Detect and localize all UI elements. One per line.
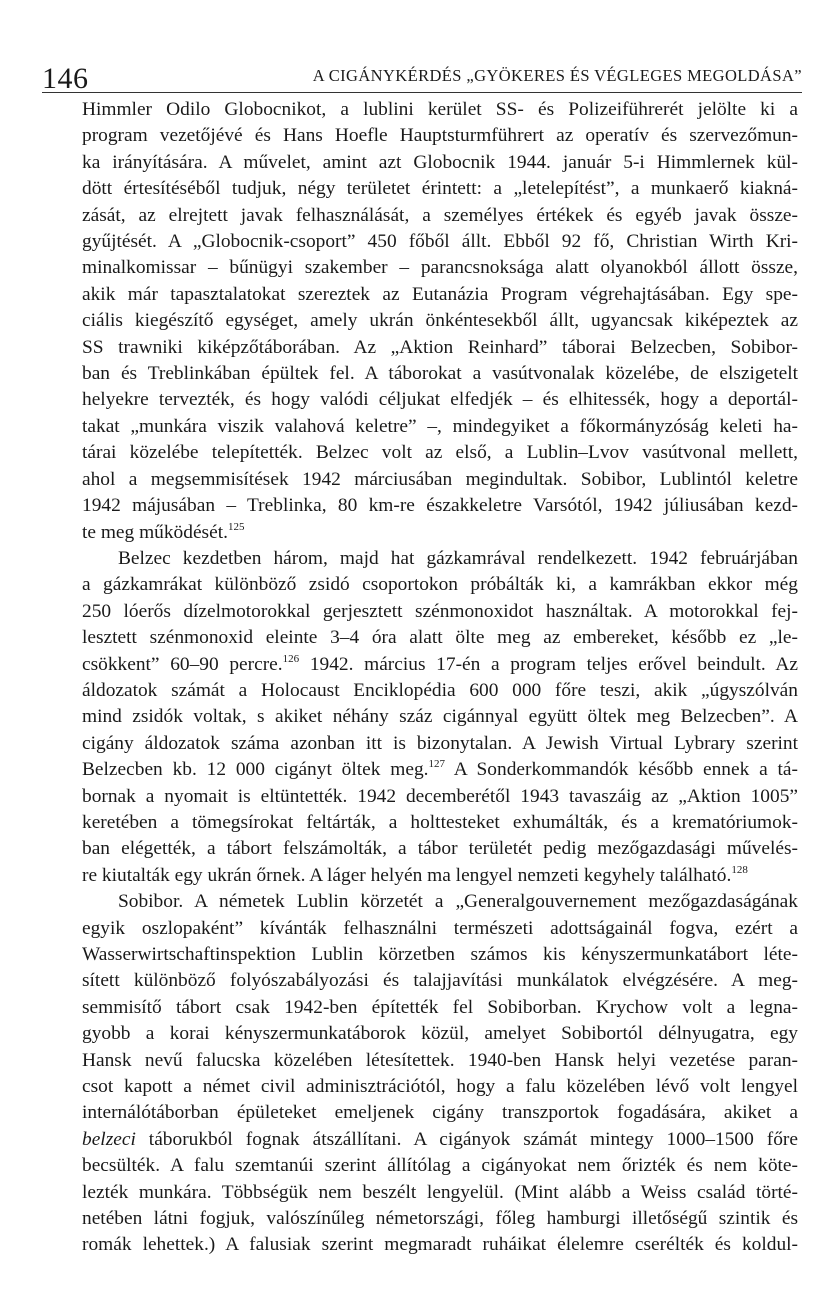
paragraph-1: [82, 97, 798, 546]
text-line: ka irányítására. A művelet, amint azt Globocnik 1944. január 5-i Himmlernek kül-: [82, 151, 798, 173]
text-line: a gázkamrákat különböző zsidó csoportokon próbálták ki, a kamrákban ekkor még: [82, 574, 798, 596]
text-line: [82, 520, 798, 546]
paragraph-2: [82, 546, 798, 889]
text-line: minalkomissar – bűnügyi szakember – parancsnoksága alatt olyanokból állott össze,: [82, 257, 798, 279]
text-line: keretében a tömegsírokat feltárták, a holttesteket exhumálták, és a krematóriumok-: [82, 811, 798, 833]
text-line: becsülték. A falu szemtanúi szerint állítólag a cigányokat nem őrizték és nem köte-: [82, 1155, 798, 1177]
text-line: Sobibor. A németek Lublin körzetét a „Generalgouvernement mezőgazdaságának: [118, 891, 798, 913]
text-line: 1942 májusában – Treblinka, 80 km-re északkeletre Varsótól, 1942 júliusában kezd-: [82, 495, 798, 517]
text-line: netében látni fogjuk, valószínűleg németországi, főleg hamburgi illetőségű szintik és: [82, 1208, 798, 1230]
footnote-ref: 127: [428, 758, 445, 771]
text-line: dött értesítéséből tudjuk, négy területet érintett: a „letelepítést”, a munkaerő kiakná-: [82, 178, 798, 200]
text-line: zását, az elrejtett javak felhasználását, a személyes értékek és egyéb javak össze-: [82, 204, 798, 226]
paragraph-3: [82, 889, 798, 1259]
running-title: A CIGÁNYKÉRDÉS „GYÖKERES ÉS VÉGLEGES MEGOLDÁSA”: [312, 66, 802, 85]
text-line: semmisítő tábort csak 1942-ben építették fel Sobiborban. Krychow volt a legna-: [82, 996, 798, 1018]
text-line: romák lehettek.) A falusiak szerint megmaradt ruháikat élelemre cserélték és koldul-: [82, 1234, 798, 1256]
text-line: Himmler Odilo Globocnikot, a lublini kerület SS- és Polizeiführerét jelölte ki a: [82, 99, 798, 120]
text-line: áldozatok számát a Holocaust Enciklopédia 600 000 főre teszi, akik „úgyszólván: [82, 679, 798, 701]
text-line: takat „munkára viszik valahová keletre” –, mindegyiket a főkormányzóság keleti ha-: [82, 415, 798, 437]
text-line: cigány áldozatok száma azonban itt is bizonytalan. A Jewish Virtual Lybrary szerint: [82, 732, 798, 754]
text-line: helyekre tervezték, és hogy valódi céljukat elfedjék – és elhitessék, hogy a deportál-: [82, 389, 798, 411]
text-line: gyobb a korai kényszermunkatáborok közül, amelyet Sobibortól délnyugatra, egy: [82, 1023, 798, 1045]
text-line: SS trawniki kiképzőtáborában. Az „Aktion Reinhard” táborai Belzecben, Sobibor-: [82, 336, 798, 358]
text-line: internálótáborban épületeket emeljenek cigány transzportok fogadására, akiket a: [82, 1102, 798, 1124]
text-line: Hansk nevű falucska közelében létesítettek. 1940-ben Hansk helyi vezetése paran-: [82, 1049, 798, 1071]
text-fragment: te meg működését.: [82, 521, 228, 543]
text-fragment: re kiutalták egy ukrán őrnek. A láger helyén ma lengyel nemzeti kegyhely található.: [82, 864, 732, 886]
body-text: [82, 97, 798, 1259]
text-fragment: 1942. március 17-én a program teljes erővel beindult. Az: [299, 653, 798, 675]
page-header: [42, 46, 802, 93]
text-line: ban elégették, a tábort felszámolták, a tábor területét pedig mezőgazdasági művelés-: [82, 838, 798, 860]
text-line: [82, 1127, 798, 1153]
text-line: ban és Treblinkában épültek fel. A táborokat a vasútvonalak közelébe, de elszigetelt: [82, 363, 798, 385]
text-line: akik már tapasztalatokat szereztek az Eutanázia Program végrehajtásában. Egy spe-: [82, 283, 798, 305]
text-fragment: A Sonderkommandók később ennek a tá-: [445, 759, 798, 781]
text-line: gyűjtését. A „Globocnik-csoport” 450 főből állt. Ebből 92 fő, Christian Wirth Kri-: [82, 231, 798, 253]
text-line: [82, 863, 798, 889]
text-line: [82, 757, 798, 783]
text-line: tárai közelébe telepítették. Belzec volt az első, a Lublin–Lvov vasútvonal mellett,: [82, 442, 798, 464]
footnote-ref: 126: [282, 652, 300, 665]
text-fragment: csökkent” 60–90 percre.: [82, 653, 283, 675]
text-line: Wasserwirtschaftinspektion Lublin körzetben számos kis kényszermunkatábort léte-: [82, 944, 798, 965]
text-line: ciális kiegészítő egységet, amely ukrán önkéntesekből állt, ugyancsak kiképeztek az: [82, 310, 798, 332]
text-line: ahol a megsemmisítések 1942 márciusában megindultak. Sobibor, Lublintól keletre: [82, 468, 798, 490]
text-fragment: Belzecben kb. 12 000 cigányt öltek meg.: [82, 759, 429, 781]
text-line: Belzec kezdetben három, majd hat gázkamrával rendelkezett. 1942 februárjában: [118, 547, 798, 569]
footnote-ref: 128: [731, 863, 748, 876]
italic-word: belzeci: [82, 1128, 136, 1150]
page-number: 146: [42, 62, 89, 95]
text-line: [82, 652, 798, 678]
text-line: sített különböző folyószabályozási és talajjavítási munkálatok elvégzésére. A meg-: [82, 970, 798, 992]
text-line: mind zsidók voltak, s akiket néhány száz cigánnyal együtt öltek meg Belzecben”. A: [82, 706, 798, 728]
text-line: bornak a nyomait is eltüntették. 1942 decemberétől 1943 tavaszáig az „Aktion 1005”: [82, 785, 798, 807]
text-fragment: táborukból fognak átszállítani. A cigányok számát mintegy 1000–1500 főre: [135, 1128, 798, 1150]
text-line: 250 lóerős dízelmotorokkal gerjesztett szénmonoxidot használtak. A motorokkal fej-: [82, 600, 798, 622]
text-line: lezték munkára. Többségük nem beszélt lengyelül. (Mint alább a Weiss család törté-: [82, 1181, 798, 1203]
text-line: lesztett szénmonoxid eleinte 3–4 óra alatt ölte meg az embereket, később ez „le-: [82, 627, 798, 649]
text-line: csot kapott a német civil adminisztrációtól, hogy a falu közelében lévő volt lengyel: [82, 1076, 798, 1098]
footnote-ref: 125: [227, 520, 245, 533]
text-line: program vezetőjévé és Hans Hoefle Hauptsturmführert az operatív és szervezőmun-: [82, 125, 798, 147]
text-line: egyik oszlopaként” kívánták felhasználni természeti adottságainál fogva, ezért a: [82, 917, 798, 939]
